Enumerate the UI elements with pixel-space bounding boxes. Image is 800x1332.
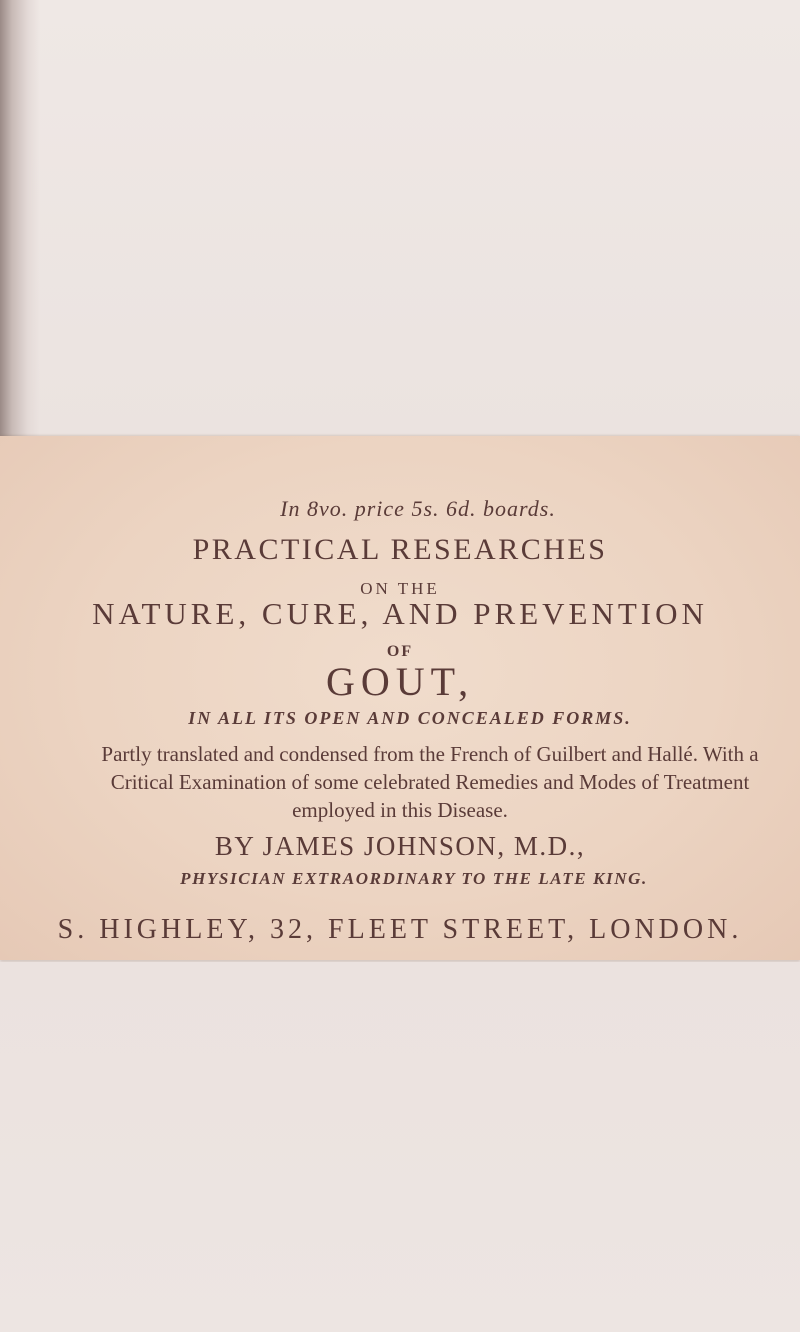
on-the-line: ON THE: [360, 579, 440, 598]
blank-page-bottom: [0, 962, 800, 1332]
disease-name: GOUT,: [325, 659, 475, 704]
of-line: OF: [386, 643, 414, 660]
advertisement-text-block: [0, 436, 800, 960]
subject-line: NATURE, CURE, AND PREVENTION: [92, 596, 708, 631]
book-title: PRACTICAL RESEARCHES: [192, 533, 608, 566]
publisher-line: S. HIGHLEY, 32, FLEET STREET, LONDON.: [57, 914, 743, 945]
description-line-3: employed in this Disease.: [292, 798, 508, 822]
description-line-1: Partly translated and condensed from the French of Guilbert and Hallé. With a: [101, 742, 759, 766]
author-line: BY JAMES JOHNSON, M.D.,: [214, 831, 586, 861]
book-edge-shadow: [0, 0, 40, 440]
author-title-line: PHYSICIAN EXTRAORDINARY TO THE LATE KING.: [180, 869, 648, 888]
blank-page-top: [0, 0, 800, 440]
price-line: In 8vo. price 5s. 6d. boards.: [280, 496, 556, 521]
advertisement-slip: [0, 436, 800, 960]
forms-line: IN ALL ITS OPEN AND CONCEALED FORMS.: [188, 708, 632, 728]
description-line-2: Critical Examination of some celebrated Remedies and Modes of Treatment: [110, 770, 750, 794]
